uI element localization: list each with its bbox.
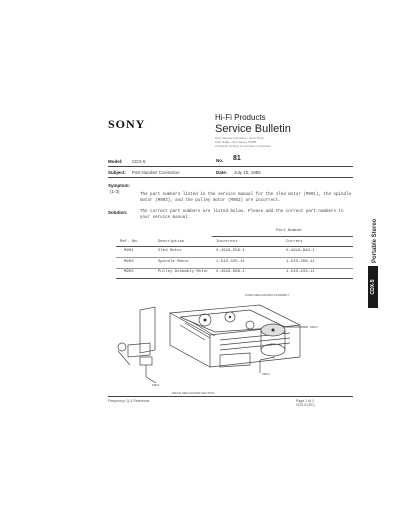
date-value: July 15, 1985 <box>234 170 261 175</box>
symptom-label: Symptom: <box>108 183 131 188</box>
table-header-correct: Correct <box>286 240 303 244</box>
address-line: Park Ridge, New Jersey 07656 <box>215 140 257 144</box>
address-line: A Division of Sony Corporation of America <box>215 144 271 148</box>
model-tab-label: CDX-5 <box>370 279 376 295</box>
brand-logo: SONY <box>108 117 146 131</box>
callout-label: M902 <box>262 372 270 376</box>
model-label: Model: <box>108 159 123 164</box>
footer-right-line: CDX-5 (SC) <box>296 403 315 407</box>
number-value: 81 <box>233 155 241 162</box>
divider <box>108 166 353 167</box>
cell-desc: Spindle Motor <box>158 260 190 264</box>
figure-bottom-caption: DRIVE MECHANISM SECTION <box>172 391 215 395</box>
table-group-header: Part Number <box>276 229 303 233</box>
table-header-ref: Ref. No. <box>120 240 140 244</box>
table-rule <box>116 257 353 258</box>
cell-desc: Pulley Assembly Motor <box>158 270 209 274</box>
cell-ref: M903 <box>124 260 134 264</box>
footer-left: Frequency: Q-4 Reference <box>108 399 150 403</box>
address-line: Sony Service Company • Sony Drive <box>215 136 264 140</box>
subject-value: Part Number Correction <box>132 170 180 175</box>
mechanism-illustration <box>110 295 355 385</box>
divider <box>108 396 353 397</box>
solution-label: Solution: <box>108 210 128 215</box>
bulletin-products: Hi-Fi Products <box>215 113 266 122</box>
cell-correct: 1-543-408-11 <box>286 260 315 264</box>
cell-ref: M902 <box>124 270 134 274</box>
address-block <box>215 136 271 148</box>
cell-ref: M901 <box>124 249 134 253</box>
cell-incorrect: X-4918-898-1 <box>216 270 245 274</box>
table-row <box>116 260 353 268</box>
number-label: No. <box>216 158 224 163</box>
cell-desc: Sled Motor <box>158 249 183 253</box>
table-row <box>116 249 353 257</box>
symptom-sub: (1-3) <box>110 189 120 194</box>
date-label: Date: <box>216 170 228 175</box>
model-value: CDX-5 <box>132 159 146 164</box>
figure-top-caption: FIXED MECHANISM ASSEMBLY <box>245 293 290 297</box>
cell-incorrect: 1-543-425-11 <box>216 260 245 264</box>
table-rule <box>212 236 353 237</box>
footer-right <box>296 399 315 407</box>
cell-correct: 1-543-233-11 <box>286 270 315 274</box>
table-header-desc: Description <box>158 240 185 244</box>
table-rule <box>116 268 353 269</box>
table-row <box>116 270 353 278</box>
cell-incorrect: X-4918-559-1 <box>216 249 245 253</box>
bulletin-title: Service Bulletin <box>215 123 291 135</box>
table-rule <box>116 246 353 247</box>
callout-label: M901 <box>152 383 160 387</box>
cell-correct: X-4918-964-1 <box>286 249 315 253</box>
table-rule <box>116 278 353 279</box>
subject-label: Subject: <box>108 170 126 175</box>
footer-right-line: Page 1 of 1 <box>296 399 314 403</box>
solution-text: The correct part numbers are listed below. Please add the correct part numbers to your service manual. <box>140 210 344 220</box>
callout-label: M903 <box>310 325 318 329</box>
symptom-text: The part numbers listed in the service manual for the sled motor (M901), the spindle motor (M903), and the pulley motor (M902) are incorrect. <box>140 193 352 203</box>
table-header-incorrect: Incorrect <box>216 240 238 244</box>
divider <box>108 177 353 178</box>
parts-table <box>116 228 353 278</box>
section-side-label: Portable Stereo <box>372 218 378 263</box>
